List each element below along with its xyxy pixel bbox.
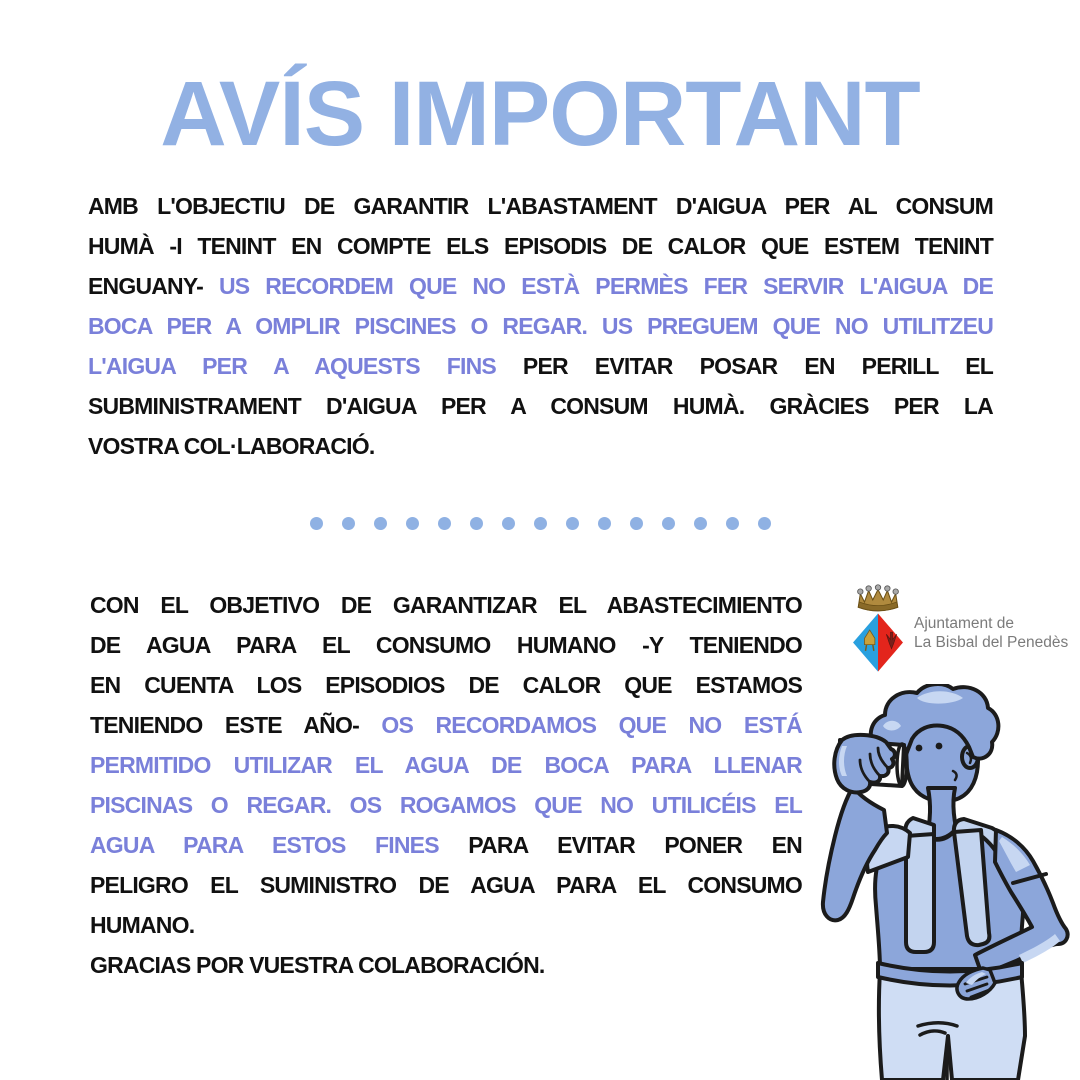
dot — [662, 517, 675, 530]
text-segment-highlighted: L'AIGUA PER A AQUESTS FINS — [88, 353, 523, 379]
text-line — [90, 825, 802, 865]
coat-of-arms-icon — [852, 584, 904, 672]
dot — [534, 517, 547, 530]
text-segment: PER EVITAR POSAR EN PERILL EL — [522, 353, 993, 379]
dot — [502, 517, 515, 530]
text-line — [88, 426, 993, 466]
text-line — [88, 306, 993, 346]
text-segment: PARA EVITAR PONER EN — [468, 832, 802, 858]
text-line — [88, 266, 993, 306]
text-line — [90, 625, 802, 665]
dot — [374, 517, 387, 530]
text-segment-highlighted: US RECORDEM QUE NO ESTÀ PERMÈS FER SERVIR L'AIGUA DE — [218, 273, 993, 299]
text-segment: SUBMINISTRAMENT D'AIGUA PER A CONSUM HUMÀ. GRÀCIES PER LA — [88, 393, 993, 419]
text-segment: DE AGUA PARA EL CONSUMO HUMANO -Y TENIENDO — [90, 632, 802, 658]
dots-divider — [0, 517, 1080, 530]
text-line — [88, 346, 993, 386]
logo-org-line2: La Bisbal del Penedès — [914, 634, 1069, 651]
inseam — [947, 1036, 948, 1080]
notice-spanish — [90, 585, 802, 985]
dot — [694, 517, 707, 530]
text-segment-highlighted: AGUA PARA ESTOS FINES — [90, 832, 469, 858]
dot — [758, 517, 771, 530]
dot — [406, 517, 419, 530]
text-line — [88, 386, 993, 426]
dot — [438, 517, 451, 530]
text-segment: EN CUENTA LOS EPISODIOS DE CALOR QUE ESTAMOS — [90, 672, 802, 698]
text-segment: ENGUANY- — [88, 273, 219, 299]
page-title: AVÍS IMPORTANT — [160, 63, 920, 165]
text-segment: VOSTRA COL·LABORACIÓ. — [88, 433, 375, 459]
text-segment: CON EL OBJETIVO DE GARANTIZAR EL ABASTECIMIENTO — [90, 592, 802, 618]
text-segment: TENIENDO ESTE AÑO- — [90, 712, 382, 738]
text-segment-highlighted: OS RECORDAMOS QUE NO ESTÁ — [381, 712, 802, 738]
text-line — [90, 945, 802, 985]
dot — [310, 517, 323, 530]
text-line — [90, 665, 802, 705]
text-segment: AMB L'OBJECTIU DE GARANTIR L'ABASTAMENT D'AIGUA PER AL CONSUM — [88, 193, 993, 219]
eye-right — [936, 743, 943, 750]
text-line — [88, 226, 993, 266]
shield-icon — [853, 613, 903, 671]
text-line — [90, 705, 802, 745]
dot — [566, 517, 579, 530]
dot — [342, 517, 355, 530]
person-drinking-water-illustration — [820, 684, 1080, 1080]
text-line — [90, 785, 802, 825]
dot — [630, 517, 643, 530]
text-segment-highlighted: BOCA PER A OMPLIR PISCINES O REGAR. US PREGUEM QUE NO UTILITZEU — [88, 313, 993, 339]
text-segment-highlighted: PERMITIDO UTILIZAR EL AGUA DE BOCA PARA LLENAR — [90, 752, 802, 778]
dot — [726, 517, 739, 530]
text-line — [88, 186, 993, 226]
text-segment: PELIGRO EL SUMINISTRO DE AGUA PARA EL CONSUMO — [90, 872, 802, 898]
text-line — [90, 745, 802, 785]
logo-org-line1: Ajuntament de — [914, 615, 1014, 632]
text-line — [90, 905, 802, 945]
dot — [598, 517, 611, 530]
town-hall-logo — [850, 584, 1080, 676]
text-segment-highlighted: PISCINAS O REGAR. OS ROGAMOS QUE NO UTILICÉIS EL — [90, 792, 802, 818]
text-segment: HUMANO. — [90, 912, 195, 938]
text-line — [90, 865, 802, 905]
text-segment: HUMÀ -I TENINT EN COMPTE ELS EPISODIS DE CALOR QUE ESTEM TENINT — [88, 233, 993, 259]
crown-icon — [858, 585, 899, 611]
eye-left — [916, 745, 923, 752]
text-segment: GRACIAS POR VUESTRA COLABORACIÓN. — [90, 952, 545, 978]
text-line — [90, 585, 802, 625]
dot — [470, 517, 483, 530]
notice-catalan — [88, 186, 993, 466]
